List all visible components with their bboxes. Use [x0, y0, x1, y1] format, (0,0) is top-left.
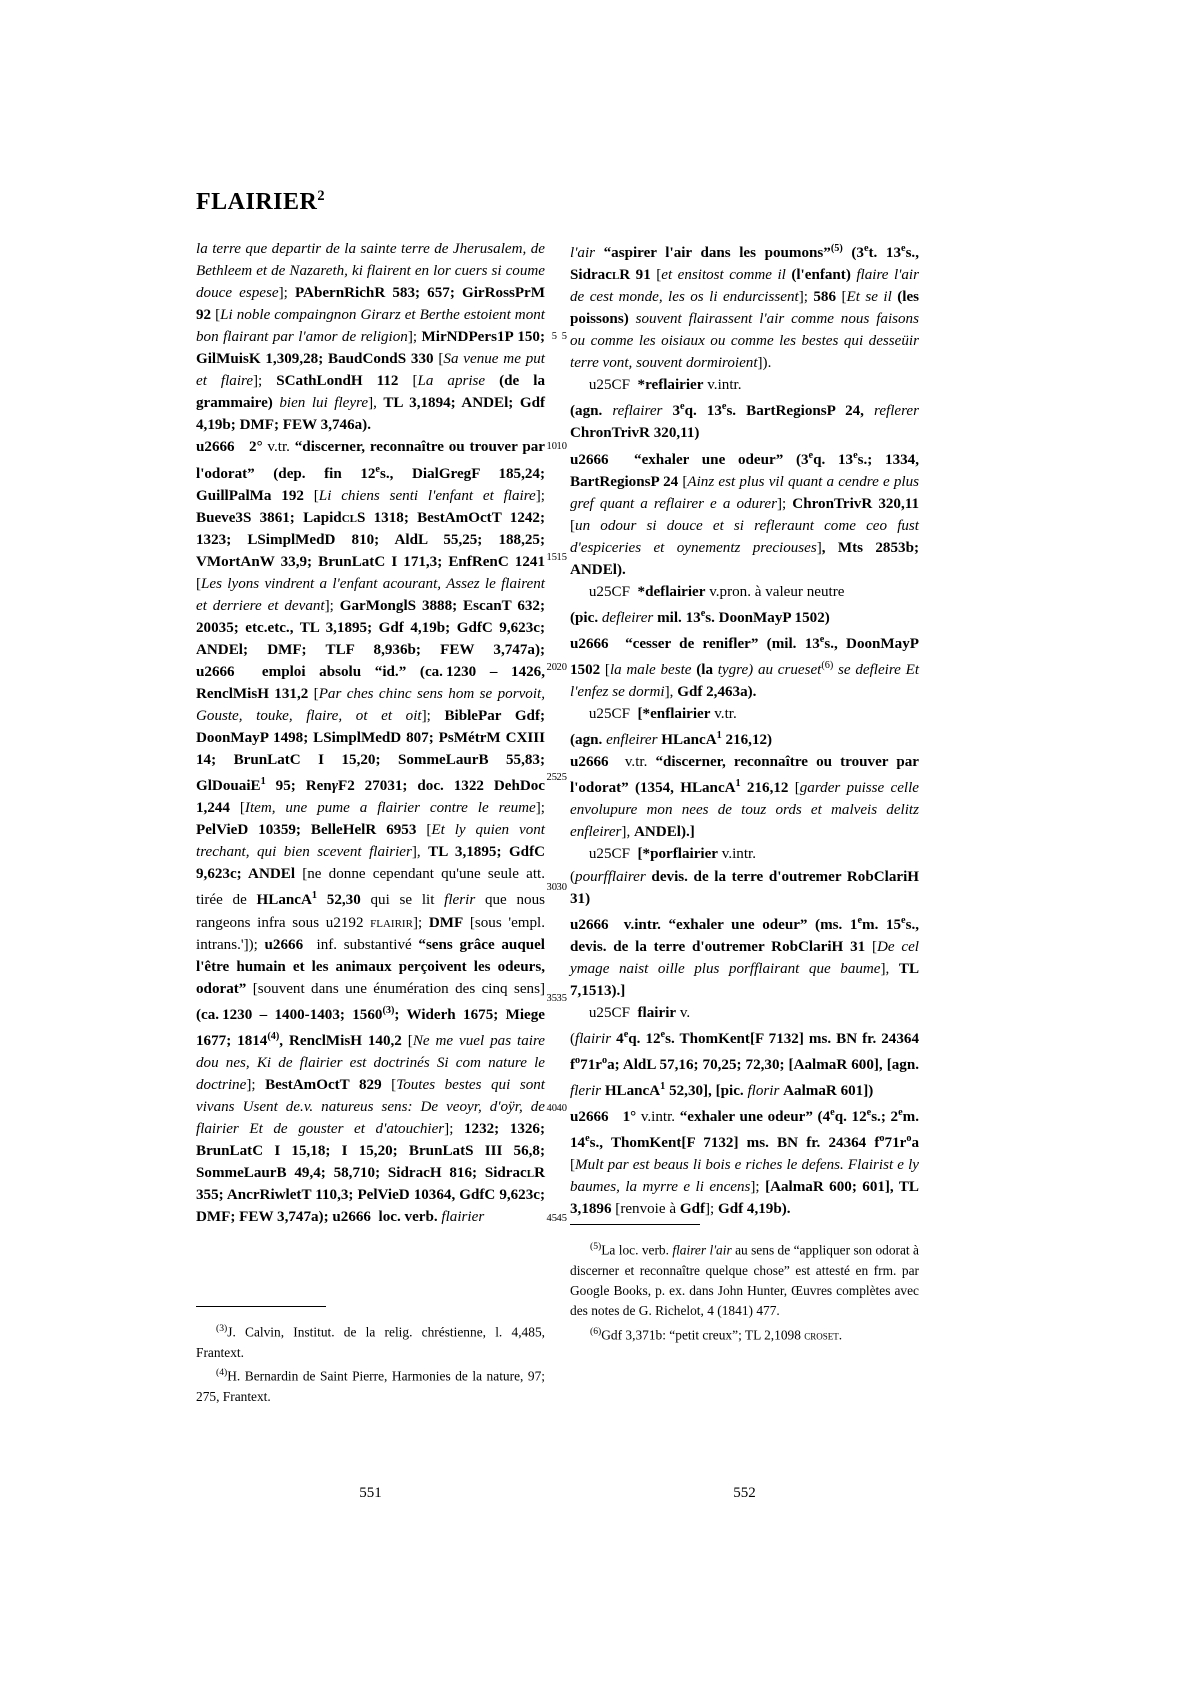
entry-paragraph: (flairir 4eq. 12es. ThomKent[F 7132] ms. BN fr. 24364 $f^o71r^oa$; AldL 57,16; 70,25; 72,30; [AalmaR 600], [agn. flerir HLancA$^1$ 52,30], [pic. florir AalmaR 601]) [570, 1028, 919, 1100]
footnote-rule [570, 1224, 700, 1225]
footnote-marker: (6) [590, 1325, 602, 1337]
footnote-marker: (3) [216, 1323, 228, 1334]
page-number-left: 551 [359, 1485, 382, 1501]
line-number: 35 [546, 992, 557, 1004]
entry-paragraph: u2666 “exhaler une odeur” (3eq. 13es.; 1334, BartRegionsP 24 [Ainz est plus vil quant a cendre e plus gref quant a reflairer e a odurer]; ChronTrivR 320,11 [un odour si douce et si refleraunt come ceo fust d'espiceries et oynementz preciouses], Mts 2853b; ANDEl). [570, 444, 919, 580]
entry-paragraph: u25CF *deflairier v.pron. à valeur neutre [570, 581, 919, 603]
diamond-bullet-icon [332, 1209, 371, 1225]
footnote-marker: (4) [216, 1367, 228, 1379]
footnote-rule [196, 1306, 326, 1307]
arrow-right-icon [326, 915, 364, 931]
diamond-bullet-icon [196, 664, 235, 680]
line-number: 40 [556, 1102, 567, 1114]
entry-paragraph: u25CF [*porflairier v.intr. [570, 843, 919, 865]
footnotes-left [196, 1306, 545, 1407]
line-number: 40 [546, 1102, 557, 1114]
right-column [570, 238, 919, 1220]
circle-bullet-icon [589, 706, 630, 722]
diamond-bullet-icon [570, 917, 609, 933]
line-number: 25 [546, 772, 557, 784]
entry-paragraph: u2666 2° v.tr. “discerner, reconnaître ou trouver par l'odorat” (dep. fin 12es., DialGregF 185,24; GuillPalMa 192 [Li chiens senti l'enfant et flaire]; Bueve3S 3861; LapidclS 1318; BestAmOctT 1242; 1323; LSimplMedD 810; AldL 55,25; 188,25; VMortAnW 33,9; BrunLatC I 171,3; EnfRenC 1241 [Les lyons vindrent a l'enfant acourant, Assez le flairent et derriere et devant]; GarMonglS 3888; EscanT 632; 20035; etc.etc., TL 3,1895; Gdf 4,19b; GdfC 9,623c; ANDEl; DMF; TLF 8,936b; FEW 3,747a); u2666 emploi absolu “id.” (ca. 1230 – 1426, RenclMisH 131,2 [Par ches chinc sens hom se porvoit, Gouste, touke, flaire, ot et oit]; BiblePar Gdf; DoonMayP 1498; LSimplMedD 807; PsMétrM CXIII 14; BrunLatC I 15,20; SommeLaurB 55,83; GlDouaiE$^1$ 95; RenγF2 27031; doc. 1322 DehDoc 1,244 [Item, une pume a flairier contre le reume]; PelVieD 10359; BelleHelR 6953 [Et ly quien vont trechant, qui bien scevent flairier], TL 3,1895; GdfC 9,623c; ANDEl [ne donne cependant qu'une seule att. tirée de HLancA$^1$ 52,30 qui se lit flerir que nous rangeons infra sous u2192 flairir]; DMF [sous 'empl. intrans.']); u2666 inf. substantivé “sens grâce auquel l'être humain et les animaux perçoivent les odeurs, odorat” [souvent dans une énumération des cinq sens] (ca. 1230 – 1400-1403; 1560$^{(3)}$; Widerh 1675; Miege 1677; 1814$^{(4)}$, RenclMisH 140,2 [Ne me vuel pas taire dou nes, Ki de flairier est doctrinés Si com nature le doctrine]; BestAmOctT 829 [Toutes bestes qui sont vivans Usent de.v. natureus sens: De veoyr, d'oÿr, de flairier Et de gouster et d'atouchier]; 1232; 1326; BrunLatC I 15,18; I 15,20; BrunLatS III 56,8; SommeLaurB 49,4; 58,710; SidracH 816; SidraclR 355; AncrRiwletT 110,3; PelVieD 10364, GdfC 9,623c; DMF; FEW 3,747a); u2666 loc. verb. flairier [196, 436, 545, 1228]
line-number: 45 [546, 1213, 557, 1225]
headword-superscript: 2 [317, 188, 326, 205]
footnote-item: $^{(5)}$La loc. verb. flairer l'air au sens de “appliquer son odorat à discerner et reconnaître quelque chose” est attesté en frm. par Google Books, p. ex. dans John Hunter, Œuvres complètes avec des notes de G. Richelot, 4 (1841) 477. [570, 1241, 919, 1319]
diamond-bullet-icon [570, 754, 609, 770]
circle-bullet-icon [589, 584, 630, 600]
circle-bullet-icon [589, 377, 630, 393]
line-number: 45 [556, 1213, 567, 1225]
line-number-gutter-right [545, 238, 567, 1230]
entry-paragraph: u25CF [*enflairier v.tr. [570, 703, 919, 725]
circle-bullet-icon [589, 1005, 630, 1021]
line-number: 20 [556, 661, 567, 673]
entry-paragraph: u25CF *reflairier v.intr. [570, 374, 919, 396]
line-number: 30 [556, 882, 567, 894]
entry-paragraph: (agn. reflairer 3eq. 13es. BartRegionsP 24, reflerer ChronTrivR 320,11) [570, 401, 919, 442]
page-title [196, 188, 325, 216]
line-number: 35 [556, 992, 567, 1004]
line-number: 25 [556, 772, 567, 784]
entry-paragraph: u25CF flairir v. [570, 1002, 919, 1024]
footnote-item: $^{(4)}$H. Bernardin de Saint Pierre, Harmonies de la nature, 97; 275, Frantext. [196, 1367, 545, 1404]
entry-paragraph: u2666 v.tr. “discerner, reconnaître ou trouver par l'odorat” (1354, HLancA$^1$ 216,12 [garder puisse celle envolupure mon nees de touz ords et malveis delitz enfleirer], ANDEl).] [570, 751, 919, 843]
page-number-right: 552 [733, 1485, 756, 1501]
entry-paragraph: u2666 v.intr. “exhaler une odeur” (ms. 1em. 15es., devis. de la terre d'outremer RobClariH 31 [De cel ymage naist oille plus porfflairant que baume], TL 7,1513).] [570, 910, 919, 1002]
diamond-bullet-icon [570, 636, 609, 652]
entry-paragraph: (agn. enfleirer HLancA$^1$ 216,12) [570, 730, 773, 749]
headword-text: FLAIRIER [196, 189, 318, 216]
footnote-item: $^{(6)}$Gdf 3,371b: “petit creux”; TL 2,1098 croset. [590, 1325, 843, 1343]
diamond-bullet-icon [570, 1109, 609, 1125]
line-number: 20 [546, 661, 557, 673]
line-number: 30 [546, 882, 557, 894]
entry-paragraph: (pic. defleirer mil. 13es. DoonMayP 1502) [570, 607, 830, 626]
circle-bullet-icon [589, 846, 630, 862]
line-number: 10 [556, 441, 567, 453]
entry-paragraph: (pourfflairer devis. de la terre d'outremer RobClariH 31) [570, 868, 920, 907]
diamond-bullet-icon [196, 439, 235, 455]
line-number: 5 [551, 331, 557, 343]
line-number: 5 [561, 331, 567, 343]
entry-paragraph: u2666 “cesser de renifler” (mil. 13es., DoonMayP 1502 [la male beste (la tygre) au crueset$^{(6)}$ se defleire Et l'enfez se dormi], Gdf 2,463a). [570, 629, 919, 703]
footnote-marker: (5) [590, 1241, 602, 1252]
diamond-bullet-icon [570, 452, 609, 468]
left-column [196, 238, 545, 1228]
diamond-bullet-icon [265, 937, 304, 953]
line-number: 15 [546, 551, 557, 563]
footnote-item: $^{(3)}$J. Calvin, Institut. de la relig. chréstienne, l. 4,485, Frantext. [196, 1323, 545, 1360]
line-number: 10 [546, 441, 557, 453]
entry-paragraph: l'air “aspirer l'air dans les poumons”$^{(5)}$ (3et. 13es., SidraclR 91 [et ensitost comme il (l'enfant) flaire l'air de cest monde, les os li endurcissent]; 586 [Et se il (les poissons) souvent flairassent l'air comme nous faisons ou comme les oisiaux ou comme les bestes qui desseüir terre vont, souvent dormiroient]). [570, 243, 920, 372]
entry-paragraph: u2666 1° v.intr. “exhaler une odeur” (4eq. 12es.; 2em. 14es., ThomKent[F 7132] ms. BN fr. 24364 $f^o71r^oa$ [Mult par est beaus li bois e riches le defens. Flairist e ly baumes, la myrre e li encens]; [AalmaR 600; 601], TL 3,1896 [renvoie à Gdf]; Gdf 4,19b). [570, 1102, 919, 1220]
footnotes-right [570, 1224, 919, 1345]
entry-paragraph: la terre que departir de la sainte terre de Jherusalem, de Bethleem et de Nazareth, ki flairent en lor cuers si coume douce espese]; PAbernRichR 583; 657; GirRossPrM 92 [Li noble compaingnon Girarz et Berthe estoient mont bon flairant par l'amor de religion]; MirNDPers1P 150; GilMuisK 1,309,28; BaudCondS 330 [Sa venue me put et flaire]; SCathLondH 112 [La aprise (de la grammaire) bien lui fleyre], TL 3,1894; ANDEl; Gdf 4,19b; DMF; FEW 3,746a). [196, 241, 545, 434]
line-number: 15 [556, 551, 567, 563]
